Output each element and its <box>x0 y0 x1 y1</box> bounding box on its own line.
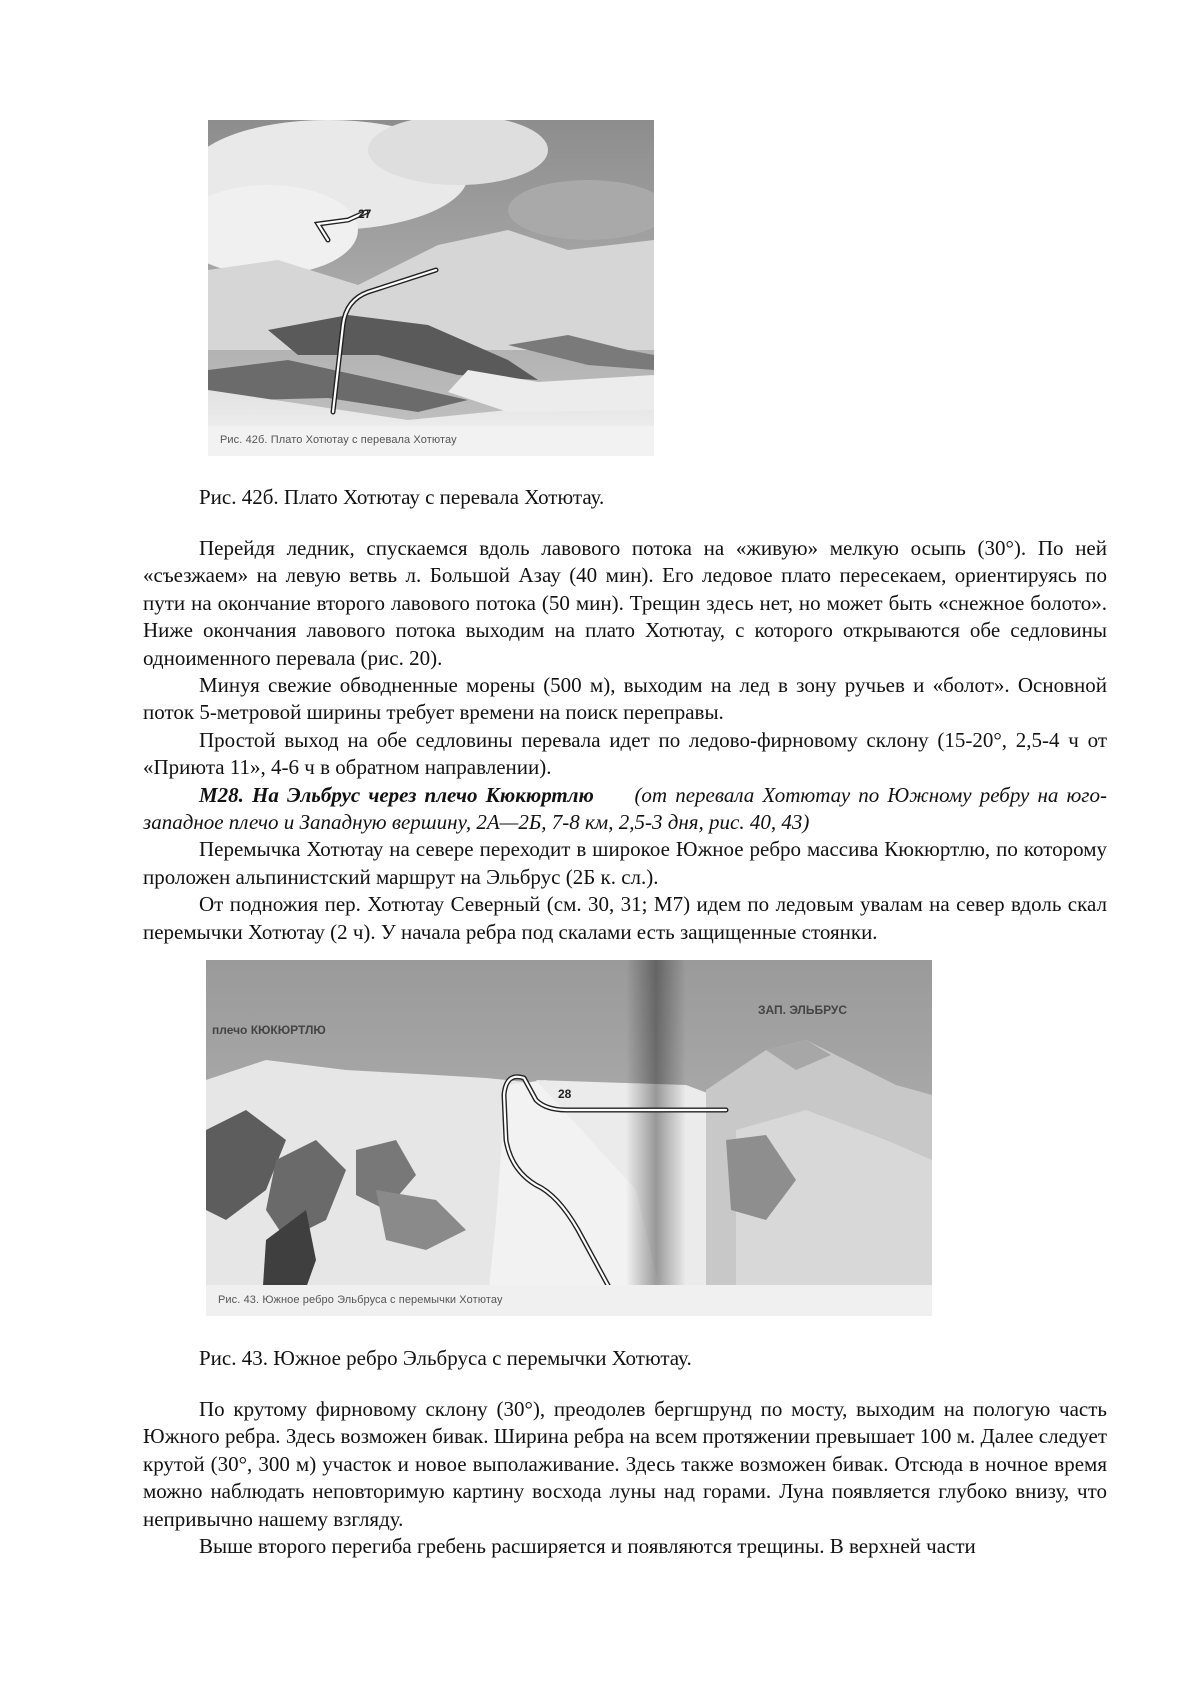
route-m28 <box>143 782 1107 837</box>
figure-43-photo <box>206 960 932 1316</box>
route-27-label: 27 <box>358 207 372 221</box>
route-heading: М28. На Эльбрус через плечо Кюкюртлю <box>199 782 594 807</box>
ridge-photo-illustration <box>206 960 932 1316</box>
text-block-1 <box>143 535 1107 946</box>
figure-caption-43: Рис. 43. Южное ребро Эльбруса с перемычки Хотютау. <box>199 1346 692 1370</box>
plateau-photo-illustration <box>208 120 654 456</box>
paragraph: Простой выход на обе седловины перевала идет по ледово-фирновому склону (15-20°, 2,5-4 ч от «Приюта 11», 4-6 ч в обратном направлении). <box>143 727 1107 780</box>
photo-caption-43: Рис. 43. Южное ребро Эльбруса с перемычки Хотютау <box>218 1294 503 1306</box>
text-block-2 <box>143 1396 1107 1560</box>
paragraph: Перемычка Хотютау на севере переходит в широкое Южное ребро массива Кюкюртлю, по которому проложен альпинистский маршрут на Эльбрус (2Б к. сл.). <box>143 837 1107 889</box>
paragraph: Выше второго перегиба гребень расширяется и появляются трещины. В верхней части <box>199 1534 976 1559</box>
route-28-label: 28 <box>558 1087 572 1101</box>
paragraph: От подножия пер. Хотютау Северный (см. 30, 31; М7) идем по ледовым увалам на север вдоль скал перемычки Хотютау (2 ч). У начала ребра под скалами есть защищенные стоянки. <box>143 892 1107 944</box>
paragraph: По крутому фирновому склону (30°), преодолев бергшрунд по мосту, выходим на пологую часть Южного ребра. Здесь возможен бивак. Ширина ребра на всем протяжении превышает 100 м. Далее следует крутой (30°, 300 м) участок и новое выполаживание. Здесь также возможен бивак. Отсюда в ночное время можно наблюдать неповторимую картину восхода луны над горами. Луна появляется глубоко внизу, что непривычно нашему взгляду. <box>143 1397 1107 1531</box>
figure-42b-photo <box>208 120 654 456</box>
route-description: (от перевала Хотютау по Южному ребру на юго-западное плечо и Западную вершину, 2А—2Б, 7-8 км, 2,5-3 дня, рис. 40, 43) <box>143 782 1107 835</box>
figure-caption-42b: Рис. 42б. Плато Хотютау с перевала Хотютау. <box>199 485 605 509</box>
overlay-label-west-elbrus: ЗАП. ЭЛЬБРУС <box>758 1003 848 1017</box>
overlay-label-shoulder: плечо КЮКЮРТЛЮ <box>212 1023 326 1037</box>
paragraph: Перейдя ледник, спускаемся вдоль лавового потока на «живую» мелкую осыпь (30°). По ней «съезжаем» на левую ветвь л. Большой Азау (40 мин). Его ледовое плато пересекаем, ориентируясь по пути на окончание второго лавового потока (50 мин). Трещин здесь нет, но может быть «снежное болото». Ниже окончания лавового потока выходим на плато Хотютау, с которого открываются обе седловины одноименного перевала (рис. 20). <box>143 536 1107 670</box>
paragraph: Минуя свежие обводненные морены (500 м), выходим на лед в зону ручьев и «болот». Основной поток 5-метровой ширины требует времени на поиск переправы. <box>143 673 1107 725</box>
photo-caption-42b: Рис. 42б. Плато Хотютау с перевала Хотютау <box>220 434 457 446</box>
